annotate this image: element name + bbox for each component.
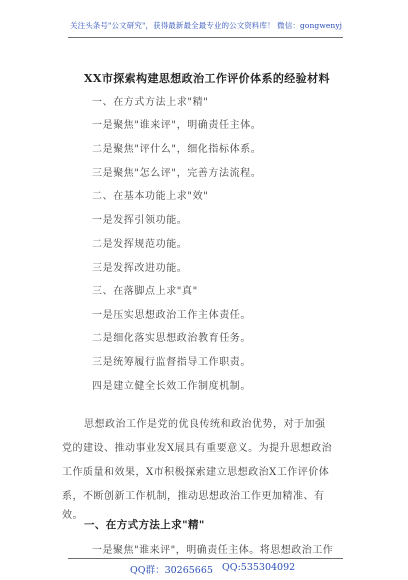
outline-item: 一是压实思想政治工作主体责任。 [92, 310, 251, 321]
header-notice: 关注头条号"公文研究"，获得最新最全最专业的公文资料库！ 微信：gongwenyj [70, 21, 343, 30]
header-divider [68, 37, 343, 38]
outline-item: 二是发挥规范功能。 [92, 239, 188, 250]
outline-heading-1: 一、在方式方法上求"精" [92, 97, 209, 108]
intro-paragraph-line: 效。 [62, 510, 83, 521]
intro-paragraph-line: 系，不断创新工作机制，推动思想政治工作更加精准、有 [62, 491, 325, 502]
intro-paragraph-line: 工作质量和效果，X市积极探索建立思想政治X工作评价体 [62, 467, 330, 478]
document-title: XX市探索构建思想政治工作评价体系的经验材料 [84, 72, 330, 85]
outline-item: 一是聚焦"谁来评"，明确责任主体。 [92, 120, 262, 131]
outline-heading-3: 三、在落脚点上求"真" [92, 286, 198, 297]
outline-item: 四是建立健全长效工作制度机制。 [92, 381, 251, 392]
outline-item: 三是发挥改进功能。 [92, 263, 188, 274]
outline-item: 三是统筹履行监督指导工作职责。 [92, 357, 251, 368]
intro-paragraph-line: 党的建设、推动事业发X展具有重要意义。为提升思想政治 [62, 443, 333, 454]
footer-qq-group: QQ群：30265665 [130, 565, 213, 576]
outline-item: 三是聚焦"怎么评"，完善方法流程。 [92, 168, 262, 179]
intro-paragraph-line: 思想政治工作是党的优良传统和政治优势，对于加强 [84, 419, 326, 430]
outline-item: 二是聚焦"评什么"，细化指标体系。 [92, 144, 262, 155]
outline-item: 二是细化落实思想政治教育任务。 [92, 333, 251, 344]
footer-qq-contact: QQ:535304092 [222, 562, 296, 573]
outline-item: 一是发挥引领功能。 [92, 215, 188, 226]
footer-divider [68, 558, 343, 559]
section-body: 一是聚焦"谁来评"，明确责任主体。将思想政治工作 [92, 545, 334, 556]
outline-heading-2: 二、在基本功能上求"效" [92, 191, 209, 202]
section-heading: 一、在方式方法上求"精" [84, 519, 205, 531]
